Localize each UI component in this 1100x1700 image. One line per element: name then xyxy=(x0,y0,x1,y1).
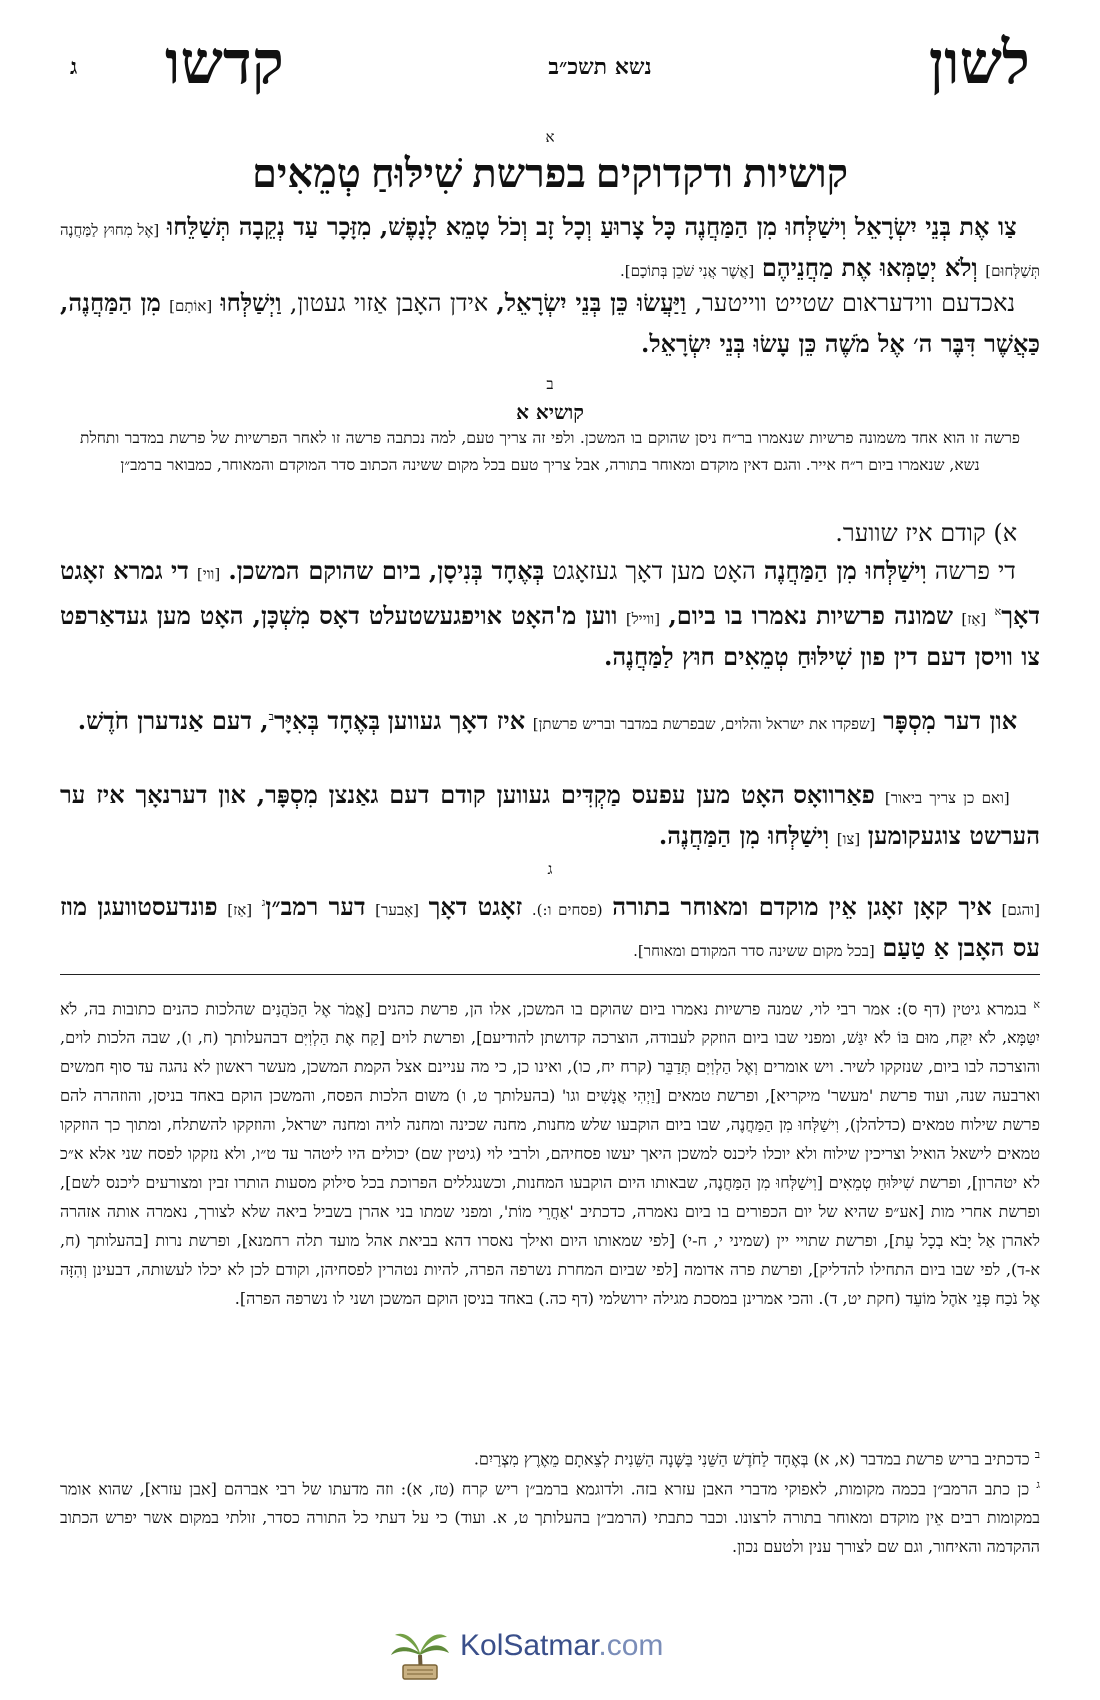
text-run: , דעם אַנדערן חֹדֶשׁ. xyxy=(77,706,269,735)
text-run: וַיְשַׁלְּחוּ xyxy=(220,288,282,317)
verse-explanation xyxy=(60,284,1040,363)
verse-paragraph xyxy=(60,208,1040,290)
text-run: זאָגט דאָך xyxy=(428,892,523,921)
footnote-marker[interactable]: ב xyxy=(268,710,274,723)
footnote-text: בגמרא גיטין (דף ס): אמר רבי לוי, שמנה פרשיות נאמרו ביום שהוקם בו המשכן, אלו הן, פרשת כהנים [אֱמֹר אֶל הַכֹּהֲנִים שהלכות כהנים כתובות בה, לֹא יִטַּמָּא, לֹא יִקַּח, מוּם בּוֹ לֹא יִגַּשׁ, ומפני שבו ביום הוזקק לעבודה, הוצרכה קדושתן להודיעם], ופרשת לוים [קַח אֶת הַלְוִיִּם דבהעלותך (ח, ו), שבה הלכות לוים, והוצרכה לבו ביום, שנזקקו לשיר. ויש אומרים וְאֶל הַלְוִיִּם תְּדַבֵּר (קרח יח, כו), ואינו כן, כי מה עניינם אצל הקמת המשכן, מעשר ראשון לא נהגה עד סוף חמשים וארבעה שנה, ועוד פרשת 'מעשר' מיקריא], ופרשת טמאים [וַיְהִי אֲנָשִׁים וגו' (בהעלותך ט, ו) משום הלכות הפסח, והמשכן הוקם באחד בניסן, והוזהרה להם פרשת שילוח טמאים (כדלהלן), וִישַׁלְּחוּ מִן הַמַּחֲנֶה, שבו ביום הוקבעו שלש מחנות, מחנה שכינה ומחנה לויה ומחנה ישראל, והוזקקו להשתלח, ומתוך כך הוזקקו טמאים לישאל הואיל וצריכין שילוח ולא יוכלו ליכנס למשכן היאך יעשו פסחיהם, ולרבי לוי (גיטין שם) יכולים היו ליטהר עד ט״ו, ולא נזקקו לפסח שני אלא א״כ לא יטהרון], ופרשת שִׁילּוּחַ טְמֵאִים [וִישַׁלְּחוּ מִן הַמַּחֲנֶה, שבאותו היום הוקבעו המחנות, וכשנגללים הפרוכת בכל סילוק מסעות הותרו זבין ומצורעים ליכנס לשם], ופרשת אחרי מות [אע״פ שהיא של יום הכפורים בו ביום נאמרה, כדכתיב 'אַחֲרֵי מוֹת', ומפני שמתו בני אהרן בשביל ביאה שלא לצורך, נאמרה אותה אזהרה לאהרן אַל יָבֹא בְכָל עֵת], ופרשת שתויי יין (שמיני י, ח-י) [לפי שמאותו היום ואילך נאסרו דהא בביאת אהל מועד תלה רחמנא], ופרשת נרות [בהעלותך (ח, א-ד), לפי שבו ביום התחילו להדליק], ופרשת פרה אדומה [לפי שביום המחרת נשרפה הפרה, להיות נטהרין לפסחיהן, וקודם לכן לא יכלו לעשותה, דבעינן וְהִזָּה אֶל נֹכַח פְּנֵי אֹהֶל מוֹעֵד (חקת יט, ד). והכי אמרינן במסכת מגילה ירושלמי (דף כה.) באחד בניסן הוקם המשכן ושני לו נשרפה הפרה]. xyxy=(60,999,1041,1309)
paragraph-2 xyxy=(60,552,1040,676)
verse-note: [אֲשֶׁר אֲנִי שֹׁכֵן בְּתוֹכָם]. xyxy=(619,262,755,280)
footnote-label: ב xyxy=(1034,1448,1040,1461)
section-letter-b: ב xyxy=(546,375,554,393)
text-note: [אָבער] xyxy=(375,901,419,919)
paragraph-1 xyxy=(60,514,1040,552)
text-run: בְּאֶחָד בְּנִיסָן, xyxy=(428,556,545,585)
text-run: מִן הַמַּחֲנֶה, כַּאֲשֶׁר דִּבֶּר ה׳ אֶל מֹשֶׁה כֵּן עָשׂוּ בְּנֵי יִשְׂרָאֵל. xyxy=(60,288,1040,358)
text-run: אידן האָבן אַזוי געטון, xyxy=(289,289,489,317)
text-run: די גמרא זאָגט דאָך xyxy=(60,556,1040,630)
text-run: שמונה פרשיות נאמרו בו ביום, xyxy=(668,601,954,630)
article-title: קושיות ודקדוקים בפרשת שִׁילּוּחַ טְמֵאִים xyxy=(251,151,849,196)
text-run: און דער מִסְפָּר xyxy=(883,706,1018,735)
verse-continuation: וְלֹא יְטַמְּאוּ אֶת מַחֲנֵיהֶם xyxy=(761,253,978,282)
issue-label: נשא תשכ״ב xyxy=(548,54,652,80)
text-run: פאַרוואָס האָט מען עפעס מַקְדִּים געווען קודם דעם גאַנצן מִסְפָּר, און דערנאָך איז ער הערשט צוגעקומען xyxy=(60,780,1040,850)
text-run: ווען מ'האָט אויפגעשטעלט דאָס מִשְׁכָּן, האָט מען געדאַרפט צו וויסן דעם דין פון שִׁילּוּחַ טְמֵאִים חוּץ לַמַּחֲנֶה. xyxy=(60,601,1040,671)
verse-main: צַו אֶת בְּנֵי יִשְׂרָאֵל וִישַׁלְּחוּ מִן הַמַּחֲנֶה כָּל צָרוּעַ וְכָל זָב וְכֹל טָמֵא לָנָפֶשׁ, מִזָּכָר עַד נְקֵבָה תְּשַׁלֵּחוּ xyxy=(167,212,1017,241)
text-note: [אוֹתָם] xyxy=(169,297,213,315)
citation: (פסחים ו:). xyxy=(531,901,603,919)
logo-text xyxy=(460,1629,663,1663)
text-run: וַיַּעֲשׂוּ כֵּן בְּנֵי יִשְׂרָאֵל, xyxy=(496,288,687,317)
text-run: האָט מען דאָך געזאָגט xyxy=(552,557,756,585)
text-run: א) קודם איז שווער. xyxy=(835,519,1018,547)
footnote-text: כדכתיב בריש פרשת במדבר (א, א) בְּאֶחָד לַחֹדֶשׁ הַשֵּׁנִי בַּשָּׁנָה הַשֵּׁנִית לְצֵאתָם מֵאֶרֶץ מִצְרַיִם. xyxy=(473,1449,1030,1469)
text-note: [בכל מקום ששינה סדר המקודם ומאוחר]. xyxy=(633,942,875,960)
text-note: [ואם כן צריך ביאור] xyxy=(884,789,1010,807)
text-run: די פרשה xyxy=(934,557,1016,585)
page-header xyxy=(70,28,1030,108)
text-note: [והגם] xyxy=(1001,901,1040,919)
publication-title-right: לשון xyxy=(928,30,1030,96)
text-note: [צו] xyxy=(836,830,861,848)
paragraph-4 xyxy=(60,776,1040,858)
text-note: [ווי] xyxy=(196,565,221,583)
kolsatmar-logo[interactable] xyxy=(385,1615,715,1685)
footnote-label: ג xyxy=(1036,1478,1040,1491)
paragraph-3 xyxy=(60,698,1040,743)
text-run: וִישַׁלְּחוּ מִן הַמַּחֲנֶה. xyxy=(658,821,830,850)
palm-tree-icon xyxy=(385,1615,455,1685)
section-letter-a: א xyxy=(545,128,555,146)
text-run: איז דאָך געווען xyxy=(387,706,526,735)
logo-suffix: .com xyxy=(598,1629,664,1662)
text-note: [אַז] xyxy=(227,901,253,919)
footnote-label: א xyxy=(1033,998,1040,1011)
text-run: פונדעסטוועגן מוז עס האָבן אַ טַעַם xyxy=(60,892,1040,962)
section-letter-c: ג xyxy=(547,860,553,878)
text-run: וִישַׁלְּחוּ מִן הַמַּחֲנֶה xyxy=(763,556,927,585)
text-note: [שפקדו את ישראל והלוים, שבפרשת במדבר ובריש פרשתן] xyxy=(532,715,876,733)
text-note: [ווייל] xyxy=(625,610,661,628)
text-run: דער רמב״ן xyxy=(265,892,366,921)
text-run: נאכדעם ווידעראום שטייט ווייטער, xyxy=(694,289,1016,317)
footnote-divider xyxy=(60,974,1040,975)
footnote-b xyxy=(60,1440,1040,1473)
footnote-c xyxy=(60,1470,1040,1561)
footnote-marker[interactable]: ג xyxy=(261,896,266,909)
paragraph-5 xyxy=(60,884,1040,970)
footnote-a xyxy=(60,990,1040,1313)
question-intro: פרשה זו הוא אחד משמונה פרשיות שנאמרו בר״ח ניסן שהוקם בו המשכן. ולפי זה צריך טעם, למה נכתבה פרשה זו לאחר הפרשיות של פרשת במדבר ותחלת נשא, שנאמרו ביום ר״ח אייר. והגם דאין מוקדם ומאוחר בתורה, אבל צריך טעם בכל מקום ששינה הכתוב סדר המוקדם והמאוחר, כמבואר ברמב״ן xyxy=(80,429,1020,474)
logo-name: KolSatmar xyxy=(460,1629,599,1662)
footnote-marker[interactable]: א xyxy=(994,605,1002,618)
verse-note: [אֶל מִחוּץ לַמַּחֲנֶה תְּשַׁלְּחוּם] xyxy=(60,221,1040,280)
page-number: ג xyxy=(70,54,78,80)
text-run: ביום שהוקם המשכן. xyxy=(228,556,421,585)
question-title: קושיא א xyxy=(516,400,584,424)
text-run: בְּאֶחָד בְּאִיָּר xyxy=(273,706,381,735)
text-note: [אַז] xyxy=(961,610,987,628)
footnote-text: כן כתב הרמב״ן בכמה מקומות, לאפוקי מדברי האבן עזרא בזה. ולדוגמא ברמב״ן ריש קרח (טז, א): וזה מדעתו של רבי אברהם [אבן עזרא], שהוא אומר במקומות רבים אֵין מוקדם ומאוחר בתורה לרצונו. וכבר כתבתי (הרמב״ן בהעלותך ט, א. ועוד) כי על דעתי כל התורה כסדר, זולתי במקום אשר יפרש הכתוב ההקדמה והאיחור, וגם שם לצורך ענין ולטעם נכון. xyxy=(60,1479,1040,1557)
text-run: איך קאָן זאָגן אֵין מוקדם ומאוחר בתורה xyxy=(612,892,992,921)
publication-title-left: קדשו xyxy=(165,30,284,96)
